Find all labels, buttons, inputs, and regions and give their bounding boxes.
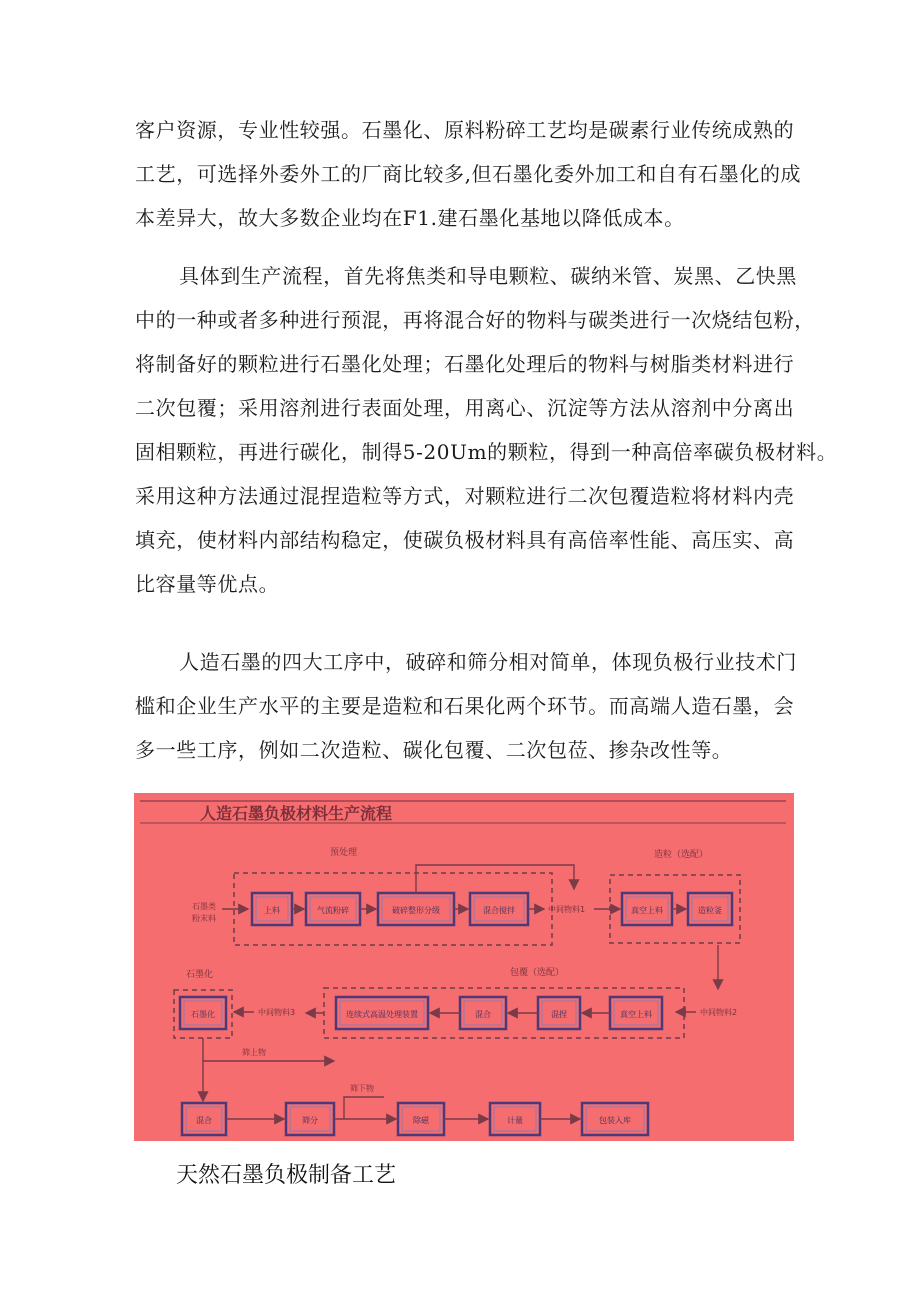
node-feeding bbox=[252, 893, 292, 925]
svg-text:连续式高温处理装置: 连续式高温处理装置 bbox=[346, 1010, 418, 1019]
svg-text:石墨化: 石墨化 bbox=[191, 1010, 215, 1019]
text-line: 中的一种或者多种进行预混，再将混合好的物料与碳类进行一次烧结包粉， bbox=[135, 308, 815, 332]
text-line: 工艺，可选择外委外工的厂商比较多,但石墨化委外加工和自有石墨化的成 bbox=[135, 162, 802, 186]
node-mixing-2 bbox=[460, 997, 506, 1029]
coating-label: 包覆（选配） bbox=[510, 968, 565, 978]
node-metering bbox=[490, 1103, 540, 1135]
figure-title: 人造石墨负极材料生产流程 bbox=[200, 804, 393, 823]
text-line: 本差异大，故大多数企业均在F1.建石墨化基地以降低成本。 bbox=[135, 206, 685, 230]
text-line: 具体到生产流程，首先将焦类和导电颗粒、碳纳米管、炭黑、乙快黑 bbox=[179, 264, 797, 288]
text-line: 固相颗粒，再进行碳化，制得5-20Um的颗粒，得到一种高倍率碳负极材料。 bbox=[135, 440, 838, 464]
node-granulation-kettle bbox=[688, 893, 732, 925]
text-line: 二次包覆；采用溶剂进行表面处理，用离心、沉淀等方法从溶剂中分离出 bbox=[135, 396, 795, 420]
text-line: 槛和企业生产水平的主要是造粒和石果化两个环节。而高端人造石墨，会 bbox=[135, 694, 795, 718]
svg-text:除磁: 除磁 bbox=[413, 1116, 429, 1125]
node-continuous-heat-treatment bbox=[336, 997, 428, 1029]
svg-text:破碎整形分级: 破碎整形分级 bbox=[392, 906, 440, 915]
node-mixing-stirring bbox=[470, 893, 528, 925]
node-jet-mill bbox=[306, 893, 360, 925]
node-mixing-3 bbox=[182, 1103, 226, 1135]
intermediate-material-1: 中间物料1 bbox=[548, 905, 586, 914]
granulation-label: 造粒（选配） bbox=[654, 850, 709, 860]
oversize-label: 筛上物 bbox=[242, 1048, 266, 1057]
svg-text:混合搅拌: 混合搅拌 bbox=[483, 906, 515, 915]
node-graphitization bbox=[180, 997, 226, 1029]
node-vacuum-feeding-2 bbox=[610, 997, 662, 1029]
section-heading: 天然石墨负极制备工艺 bbox=[176, 1163, 397, 1188]
text-line: 填充，使材料内部结构稳定，使碳负极材料具有高倍率性能、高压实、高 bbox=[135, 528, 795, 552]
node-vacuum-feeding-1 bbox=[622, 893, 672, 925]
svg-text:计量: 计量 bbox=[507, 1116, 523, 1125]
text-line: 采用这种方法通过混捏造粒等方式，对颗粒进行二次包覆造粒将材料内壳 bbox=[135, 484, 795, 508]
node-kneading bbox=[538, 997, 580, 1029]
text-line: 人造石墨的四大工序中，破碎和筛分相对简单，体现负极行业技术门 bbox=[179, 650, 797, 674]
intermediate-material-2: 中间物料2 bbox=[700, 1008, 738, 1017]
svg-text:包装入库: 包装入库 bbox=[599, 1116, 631, 1125]
node-packing-storage bbox=[582, 1103, 648, 1135]
svg-text:真空上料: 真空上料 bbox=[631, 906, 663, 915]
node-screening bbox=[286, 1103, 334, 1135]
process-flow-figure bbox=[134, 793, 794, 1141]
text-line: 比容量等优点。 bbox=[135, 572, 280, 596]
svg-text:混捏: 混捏 bbox=[551, 1010, 567, 1019]
text-line: 将制备好的颗粒进行石墨化处理；石墨化处理后的物料与树脂类材料进行 bbox=[135, 352, 795, 376]
node-shaping-classifying bbox=[378, 893, 454, 925]
text-line: 多一些工序，例如二次造粒、碳化包覆、二次包莅、掺杂改性等。 bbox=[135, 738, 733, 762]
undersize-label: 筛下物 bbox=[350, 1084, 374, 1093]
text-line: 客户资源，专业性较强。石墨化、原料粉碎工艺均是碳素行业传统成熟的 bbox=[135, 118, 795, 142]
graphitization-label: 石墨化 bbox=[186, 970, 214, 980]
svg-text:气流粉碎: 气流粉碎 bbox=[317, 906, 349, 915]
svg-text:筛分: 筛分 bbox=[302, 1116, 318, 1125]
raw-material-label: 石墨类 粉末料 bbox=[192, 902, 216, 923]
node-demagnetization bbox=[398, 1103, 444, 1135]
svg-text:混合: 混合 bbox=[475, 1010, 491, 1019]
paragraph-2 bbox=[135, 254, 838, 606]
svg-text:造粒釜: 造粒釜 bbox=[698, 906, 722, 915]
svg-text:混合: 混合 bbox=[196, 1116, 212, 1125]
svg-text:真空上料: 真空上料 bbox=[620, 1010, 652, 1019]
svg-text:上料: 上料 bbox=[264, 906, 280, 915]
pretreatment-label: 预处理 bbox=[330, 848, 358, 858]
intermediate-material-3: 中间物料3 bbox=[258, 1008, 296, 1017]
paragraph-1 bbox=[135, 108, 802, 240]
paragraph-3 bbox=[135, 640, 795, 772]
